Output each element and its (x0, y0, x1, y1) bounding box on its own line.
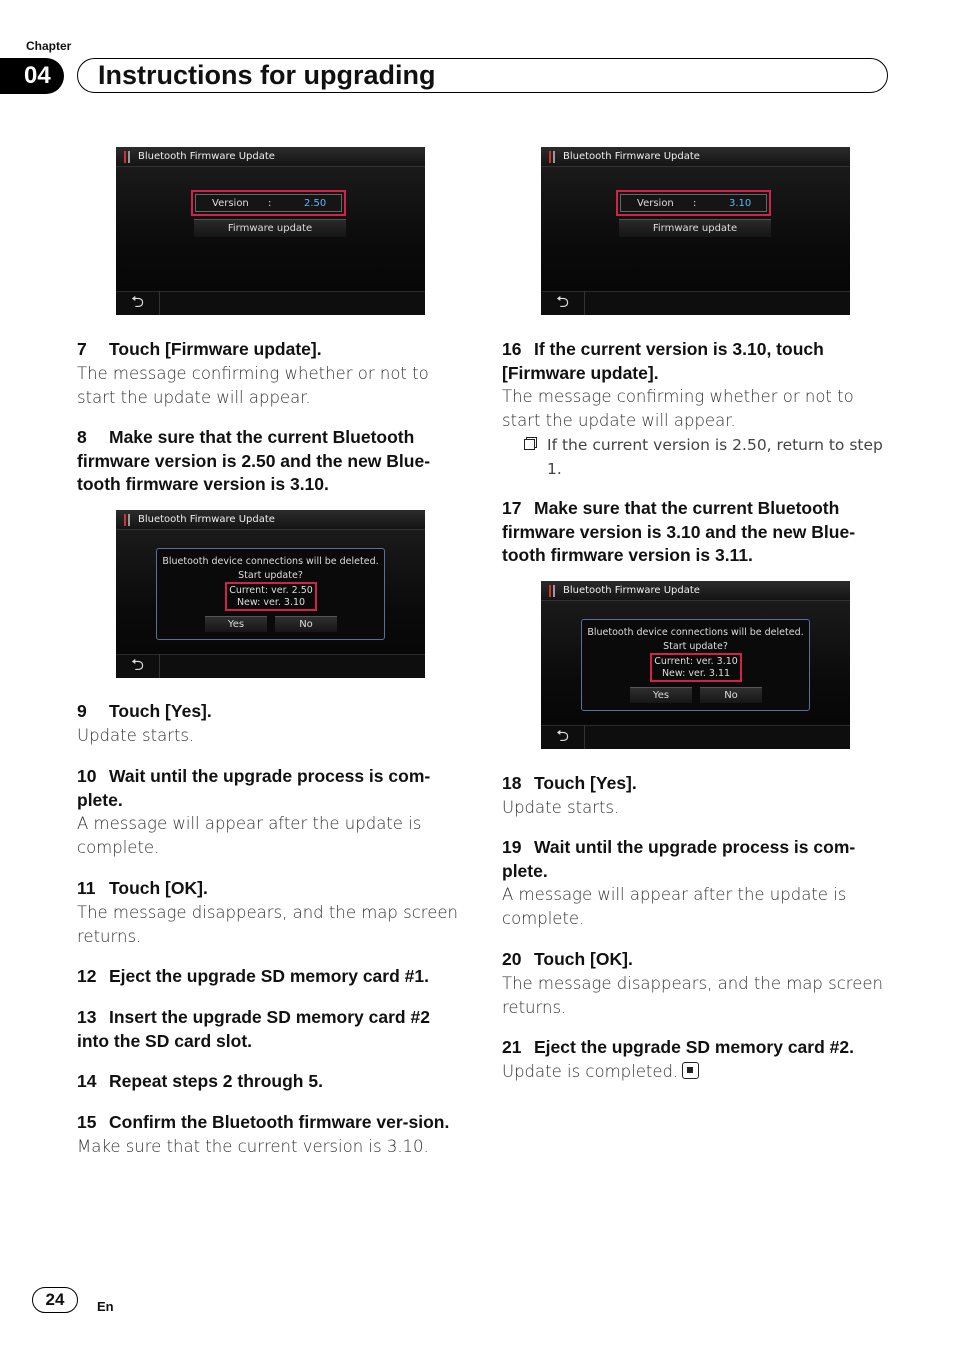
bottom-bar (541, 725, 850, 749)
note-checkbox-icon (524, 439, 535, 450)
end-mark-icon (682, 1062, 699, 1079)
step-12: 12 Eject the upgrade SD memory card #1. (77, 966, 429, 986)
bottom-bar (541, 291, 850, 315)
language-label: En (97, 1299, 114, 1314)
version-row (620, 194, 767, 212)
back-arrow-icon[interactable]: ⮌ (541, 725, 585, 749)
yes-button[interactable]: Yes (630, 687, 692, 703)
confirm-dialog: Bluetooth device connections will be deleted. Start update? Current: ver. 3.10 New: ver. 3.11 Yes No (581, 619, 810, 711)
step-19: 19 Wait until the upgrade process is com-plete. A message will appear after the update is complete. (502, 837, 856, 928)
step-21: 21 Eject the upgrade SD memory card #2. Update is completed. (502, 1037, 854, 1081)
step-13: 13 Insert the upgrade SD memory card #2 into the SD card slot. (77, 1007, 430, 1051)
version-row (195, 194, 342, 212)
screen-titlebar: Bluetooth Firmware Update (541, 147, 850, 167)
bluetooth-icon (549, 151, 556, 163)
screen-firmware-version-310 (541, 147, 850, 315)
version-highlight (191, 190, 346, 216)
back-arrow-icon[interactable]: ⮌ (541, 291, 585, 315)
version-highlight (616, 190, 771, 216)
chapter-number: 04 (0, 58, 64, 94)
no-button[interactable]: No (275, 616, 337, 632)
step-11: 11 Touch [OK]. The message disappears, and the map screen returns. (77, 878, 458, 946)
step-16: 16 If the current version is 3.10, touch [Firmware update]. The message confirming whether or not to start the update will appear. If the current version is 2.50, return to step 1. (502, 338, 887, 481)
step-20: 20 Touch [OK]. The message disappears, and the map screen returns. (502, 949, 883, 1017)
screen-confirm-update-310 (541, 581, 850, 749)
screen-titlebar: Bluetooth Firmware Update (116, 147, 425, 167)
step-18: 18 Touch [Yes]. Update starts. (502, 773, 637, 817)
version-highlight: Current: ver. 3.10 New: ver. 3.11 (650, 653, 742, 682)
step-14: 14 Repeat steps 2 through 5. (77, 1071, 323, 1091)
note: If the current version is 2.50, return to step 1. (502, 433, 887, 481)
step-9: 9 Touch [Yes]. Update starts. (77, 701, 212, 745)
bottom-bar (116, 654, 425, 678)
bluetooth-icon (549, 585, 556, 597)
colon: : (693, 198, 697, 209)
page-title: Instructions for upgrading (77, 58, 888, 93)
step-17: 17 Make sure that the current Bluetooth firmware version is 3.10 and the new Blue-tooth firmware version is 3.11. (502, 498, 856, 565)
yes-button[interactable]: Yes (205, 616, 267, 632)
screen-titlebar: Bluetooth Firmware Update (541, 581, 850, 601)
no-button[interactable]: No (700, 687, 762, 703)
confirm-dialog: Bluetooth device connections will be deleted. Start update? Current: ver. 2.50 New: ver. 3.10 Yes No (156, 548, 385, 640)
version-value: 3.10 (729, 198, 752, 209)
step-8: 8 Make sure that the current Bluetooth firmware version is 2.50 and the new Blue-tooth firmware version is 3.10. (77, 427, 431, 494)
version-label: Version (212, 198, 249, 209)
bluetooth-icon (124, 514, 131, 526)
version-highlight: Current: ver. 2.50 New: ver. 3.10 (225, 582, 317, 611)
screen-titlebar: Bluetooth Firmware Update (116, 510, 425, 530)
back-arrow-icon[interactable]: ⮌ (116, 291, 160, 315)
firmware-update-button[interactable]: Firmware update (194, 219, 346, 237)
step-15: 15 Confirm the Bluetooth firmware ver-sion. Make sure that the current version is 3.10. (77, 1112, 450, 1156)
page-number: 24 (32, 1287, 78, 1313)
firmware-update-button[interactable]: Firmware update (619, 219, 771, 237)
back-arrow-icon[interactable]: ⮌ (116, 654, 160, 678)
version-value: 2.50 (304, 198, 327, 209)
step-7: 7 Touch [Firmware update]. The message confirming whether or not to start the update will appear. (77, 339, 429, 407)
colon: : (268, 198, 272, 209)
bluetooth-icon (124, 151, 131, 163)
screen-firmware-version-250 (116, 147, 425, 315)
screen-confirm-update-250 (116, 510, 425, 678)
bottom-bar (116, 291, 425, 315)
chapter-label: Chapter (26, 39, 72, 53)
step-10: 10 Wait until the upgrade process is com-plete. A message will appear after the update is complete. (77, 766, 431, 857)
version-label: Version (637, 198, 674, 209)
